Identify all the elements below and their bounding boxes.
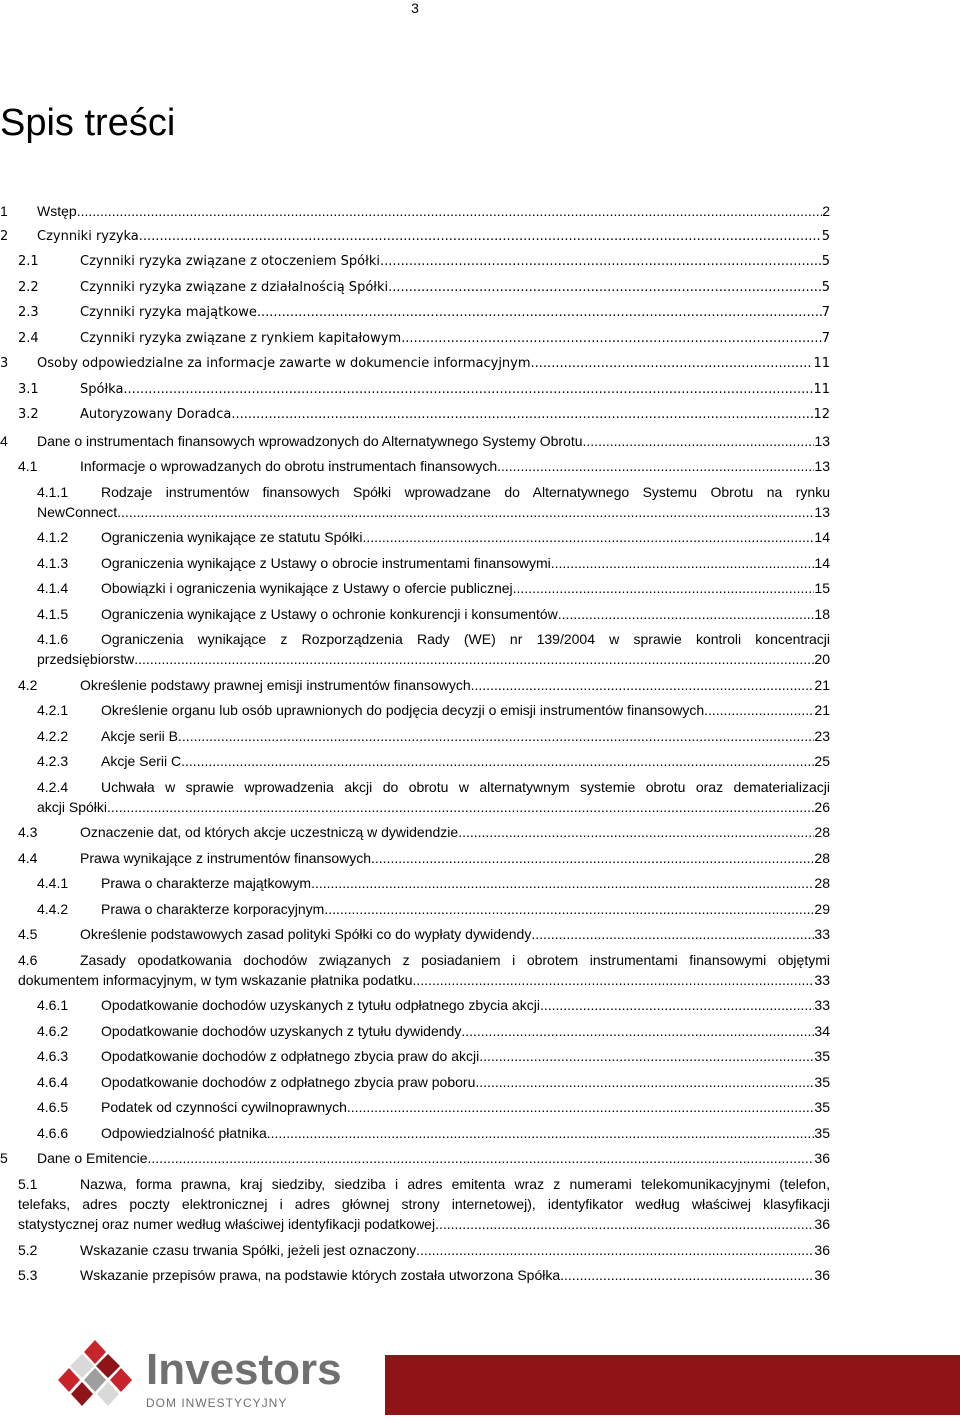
toc-entry-title: Czynniki ryzyka związane z działalnością Spółki xyxy=(80,279,389,295)
toc-entry-title-line: statystycznej oraz numer według właściwej identyfikacji podatkowej xyxy=(18,1215,436,1232)
toc-entry-number: 4.2.1 xyxy=(37,702,69,718)
dot-leader xyxy=(517,578,815,598)
toc-entry-title: Opodatkowanie dochodów z odpłatnego zbycia praw poboru xyxy=(101,1073,476,1090)
toc-entry[interactable] xyxy=(0,1240,830,1266)
toc-entry-title: Osoby odpowiedzialne za informacje zawarte w dokumencie informacyjnym xyxy=(37,356,531,371)
toc-entry[interactable] xyxy=(0,1021,830,1047)
toc-entry[interactable] xyxy=(0,995,830,1021)
dot-leader xyxy=(531,354,814,374)
toc-entry-page: 7 xyxy=(821,305,830,320)
toc-entry-number: 4.4.2 xyxy=(37,900,69,917)
toc-entry-title-line: Rodzaje instrumentów finansowych Spółki wprowadzane do Alternatywnego Systemu Obrotu na rynku xyxy=(101,483,830,500)
toc-entry[interactable] xyxy=(0,950,830,996)
toc-entry-page: 2 xyxy=(822,203,830,219)
toc-entry[interactable] xyxy=(0,1072,830,1098)
toc-entry-title: Opodatkowanie dochodów z odpłatnego zbycia praw do akcji xyxy=(101,1048,480,1064)
toc-entry-number: 4.1.2 xyxy=(37,529,69,545)
toc-entry-number: 4.6.5 xyxy=(37,1099,69,1115)
toc-entry[interactable] xyxy=(0,405,830,431)
dot-leader xyxy=(148,1148,815,1168)
toc-entry-title: Wstęp xyxy=(37,203,77,219)
dot-leader xyxy=(416,1240,814,1260)
page-number: 3 xyxy=(411,0,419,16)
toc-entry-page: 35 xyxy=(814,1099,830,1115)
dot-leader xyxy=(117,502,814,522)
toc-entry-title: Prawa wynikające z instrumentów finansowych xyxy=(80,849,372,866)
toc-entry-title: Podatek od czynności cywilnoprawnych xyxy=(101,1099,347,1115)
brand-name: Investors xyxy=(146,1345,342,1394)
toc-entry-page: 29 xyxy=(814,900,830,917)
toc-entry-page: 13 xyxy=(814,458,830,474)
toc-entry-title: Opodatkowanie dochodów uzyskanych z tytułu dywidendy xyxy=(101,1022,462,1039)
toc-entry-number: 4.1.6 xyxy=(37,631,69,647)
toc-entry-title: Określenie organu lub osób uprawnionych do podjęcia decyzji o emisji instrumentów finansowych xyxy=(101,702,705,718)
investors-logo-icon xyxy=(56,1338,134,1410)
toc-entry[interactable] xyxy=(0,456,830,482)
dot-leader xyxy=(704,700,814,720)
toc-entry-page: 28 xyxy=(814,849,830,866)
toc-entry[interactable] xyxy=(0,201,830,227)
brand-tagline: DOM INWESTYCYJNY xyxy=(146,1396,288,1410)
toc-entry[interactable] xyxy=(0,1097,830,1123)
dot-leader xyxy=(435,1214,814,1234)
toc-entry[interactable] xyxy=(0,553,830,579)
toc-entry-page: 36 xyxy=(814,1267,830,1283)
toc-entry[interactable] xyxy=(0,751,830,777)
dot-leader xyxy=(531,924,814,944)
toc-entry-title: Prawa o charakterze korporacyjnym xyxy=(101,900,325,917)
toc-entry-title-line: dokumentem informacyjnym, w tym wskazanie płatnika podatku xyxy=(18,971,413,988)
toc-entry[interactable] xyxy=(0,278,830,304)
dot-leader xyxy=(362,527,814,547)
toc-entry-title: Obowiązki i ograniczenia wynikające z Ustawy o ofercie publicznej. xyxy=(101,580,517,596)
toc-entry-title: Czynniki ryzyka xyxy=(37,228,139,244)
toc-entry-number: 4.6.2 xyxy=(37,1022,69,1039)
toc-entry-title: Czynniki ryzyka majątkowe xyxy=(80,305,257,320)
toc-entry-number: 2.4 xyxy=(18,330,39,346)
toc-entry-page: 33 xyxy=(814,997,830,1013)
toc-entry-page: 35 xyxy=(814,1048,830,1064)
toc-entry-title: Wskazanie czasu trwania Spółki, jeżeli jest oznaczony xyxy=(80,1241,417,1258)
toc-entry-page: 15 xyxy=(814,580,830,596)
toc-entry-title: Określenie podstawy prawnej emisji instrumentów finansowych xyxy=(80,676,471,693)
toc-entry[interactable] xyxy=(0,1148,830,1174)
dot-leader xyxy=(311,873,814,893)
toc-entry-title: Opodatkowanie dochodów uzyskanych z tytułu odpłatnego zbycia akcji xyxy=(101,997,540,1013)
dot-leader xyxy=(458,822,814,842)
toc-entry-title-line: przedsiębiorstw xyxy=(37,651,135,667)
toc-entry[interactable] xyxy=(0,604,830,630)
dot-leader xyxy=(347,1097,815,1117)
toc-entry-number: 1 xyxy=(0,203,8,219)
toc-entry[interactable] xyxy=(0,629,830,675)
toc-entry-number: 3 xyxy=(0,356,9,371)
toc-entry-number: 4.2.2 xyxy=(37,727,69,744)
toc-entry-number: 4.2 xyxy=(18,676,38,693)
toc-entry-number: 4.1 xyxy=(18,458,38,474)
dot-leader xyxy=(583,431,815,451)
toc-entry-page: 36 xyxy=(814,1215,830,1232)
toc-entry-title-line: Nazwa, forma prawna, kraj siedziby, siedziba i adres emitenta wraz z numerami telekomunikacyjnymi (telefon, xyxy=(80,1175,830,1192)
toc-entry-page: 13 xyxy=(814,503,830,520)
toc-entry-page: 7 xyxy=(821,330,830,346)
toc-entry[interactable] xyxy=(0,252,830,278)
toc-entry-title: Oznaczenie dat, od których akcje uczestniczą w dywidendzie xyxy=(80,824,459,840)
toc-entry-page: 36 xyxy=(814,1150,830,1166)
dot-leader xyxy=(388,278,822,298)
toc-entry-title-line: Uchwała w sprawie wprowadzenia akcji do obrotu w alternatywnym systemie obrotu oraz dematerializacji xyxy=(101,778,830,795)
toc-entry[interactable] xyxy=(0,726,830,752)
toc-entry-page: 33 xyxy=(814,971,830,988)
dot-leader xyxy=(178,726,814,746)
toc-entry-title-line: telefaks, adres poczty elektronicznej i adres głównej strony internetowej), identyfikator według właściwej klasyfikacji xyxy=(18,1195,830,1212)
toc-entry-title: Prawa o charakterze majątkowym xyxy=(101,875,312,891)
document-title: Spis treści xyxy=(0,102,176,144)
toc-entry[interactable] xyxy=(0,1265,830,1291)
dot-leader xyxy=(267,1123,815,1143)
toc-entry-page: 14 xyxy=(814,554,830,571)
toc-entry-page: 21 xyxy=(814,676,830,693)
toc-entry-title-line: akcji Spółki xyxy=(37,798,108,815)
toc-entry-number: 5 xyxy=(0,1150,8,1166)
toc-entry[interactable] xyxy=(0,227,830,253)
dot-leader xyxy=(257,303,822,323)
toc-entry-page: 5 xyxy=(821,254,830,269)
toc-entry-title: Odpowiedzialność płatnika xyxy=(101,1124,267,1141)
toc-entry-title: Ograniczenia wynikające ze statutu Spółki xyxy=(101,529,363,545)
dot-leader xyxy=(181,751,814,771)
toc-entry[interactable] xyxy=(0,848,830,874)
toc-entry-title-line: NewConnect xyxy=(37,503,118,520)
dot-leader xyxy=(560,1265,814,1285)
dot-leader xyxy=(479,1046,814,1066)
toc-entry-page: 12 xyxy=(813,407,830,422)
toc-entry[interactable] xyxy=(0,899,830,925)
toc-entry-page: 28 xyxy=(814,875,830,891)
dot-leader xyxy=(139,227,822,247)
dot-leader xyxy=(413,970,815,990)
toc-entry-title: Wskazanie przepisów prawa, na podstawie których została utworzona Spółka xyxy=(80,1267,561,1283)
dot-leader xyxy=(380,252,822,272)
toc-entry-page: 35 xyxy=(814,1073,830,1090)
toc-entry-page: 33 xyxy=(814,926,830,942)
toc-entry-number: 2.3 xyxy=(18,305,39,320)
toc-entry-number: 4.2.4 xyxy=(37,778,69,795)
toc-entry-number: 4.4.1 xyxy=(37,875,69,891)
toc-entry-title-line: Ograniczenia wynikające z Rozporządzenia Rady (WE) nr 139/2004 w sprawie kontroli koncentracji xyxy=(101,631,830,647)
toc-entry[interactable] xyxy=(0,431,830,457)
toc-entry-number: 2.1 xyxy=(18,254,39,269)
toc-entry[interactable] xyxy=(0,527,830,553)
dot-leader xyxy=(558,604,815,624)
toc-entry-page: 35 xyxy=(814,1124,830,1141)
toc-entry-page: 5 xyxy=(821,279,830,295)
toc-entry-title: Ograniczenia wynikające z Ustawy o obrocie instrumentami finansowymi xyxy=(101,554,551,571)
dot-leader xyxy=(401,329,822,349)
toc-entry-page: 13 xyxy=(814,432,830,449)
toc-entry-number: 4.6 xyxy=(18,951,38,968)
toc-entry-page: 5 xyxy=(821,228,830,244)
toc-entry-number: 4.6.1 xyxy=(37,997,69,1013)
toc-entry-page: 21 xyxy=(814,702,830,718)
toc-entry[interactable] xyxy=(0,1046,830,1072)
toc-entry-title: Autoryzowany Doradca xyxy=(80,407,232,422)
toc-entry-number: 3.1 xyxy=(18,381,39,397)
toc-entry[interactable] xyxy=(0,354,830,380)
toc-entry-page: 11 xyxy=(813,381,830,397)
toc-entry-page: 25 xyxy=(814,753,830,769)
toc-entry-page: 28 xyxy=(814,824,830,840)
toc-entry[interactable] xyxy=(0,482,830,528)
toc-entry-page: 14 xyxy=(814,529,830,545)
toc-entry-number: 5.3 xyxy=(18,1267,38,1283)
toc-entry-number: 2.2 xyxy=(18,279,39,295)
toc-entry-title: Dane o instrumentach finansowych wprowadzonych do Alternatywnego Systemy Obrotu xyxy=(37,432,583,449)
dot-leader xyxy=(471,675,815,695)
dot-leader xyxy=(107,797,814,817)
toc-entry-title: Informacje o wprowadzanych do obrotu instrumentach finansowych xyxy=(80,458,498,474)
toc-entry[interactable] xyxy=(0,700,830,726)
toc-entry-title: Czynniki ryzyka związane z otoczeniem Spółki xyxy=(80,254,380,269)
toc-entry[interactable] xyxy=(0,924,830,950)
dot-leader xyxy=(371,848,814,868)
toc-entry-number: 5.2 xyxy=(18,1241,38,1258)
toc-entry-page: 11 xyxy=(813,356,830,371)
toc-entry-page: 26 xyxy=(814,798,830,815)
dot-leader xyxy=(497,456,814,476)
footer-red-band xyxy=(385,1355,960,1415)
toc-entry-title: Dane o Emitencie xyxy=(37,1150,148,1166)
toc-entry-number: 4.4 xyxy=(18,849,38,866)
toc-entry[interactable] xyxy=(0,1123,830,1149)
toc-entry-number: 2 xyxy=(0,228,9,244)
dot-leader xyxy=(77,201,823,221)
toc-entry-number: 4 xyxy=(0,432,8,449)
dot-leader xyxy=(123,380,813,400)
dot-leader xyxy=(540,995,814,1015)
toc-entry-number: 4.5 xyxy=(18,926,38,942)
dot-leader xyxy=(551,553,815,573)
toc-entry[interactable] xyxy=(0,329,830,355)
toc-entry[interactable] xyxy=(0,777,830,823)
dot-leader xyxy=(475,1072,814,1092)
toc-entry-title: Określenie podstawowych zasad polityki Spółki co do wypłaty dywidendy xyxy=(80,926,532,942)
toc-entry-title: Czynniki ryzyka związane z rynkiem kapitałowym xyxy=(80,330,402,346)
toc-entry-title-line: Zasady opodatkowania dochodów związanych z posiadaniem i obrotem instrumentami finansowymi objętymi xyxy=(80,951,830,968)
dot-leader xyxy=(461,1021,814,1041)
toc-entry[interactable] xyxy=(0,1174,830,1240)
toc-entry-number: 4.1.4 xyxy=(37,580,69,596)
toc-entry-title: Ograniczenia wynikające z Ustawy o ochronie konkurencji i konsumentów xyxy=(101,605,558,622)
dot-leader xyxy=(324,899,814,919)
toc-entry-number: 4.1.3 xyxy=(37,554,69,571)
table-of-contents xyxy=(0,201,830,1291)
toc-entry[interactable] xyxy=(0,303,830,329)
toc-entry-number: 4.2.3 xyxy=(37,753,69,769)
dot-leader xyxy=(231,405,813,425)
toc-entry-page: 18 xyxy=(814,605,830,622)
toc-entry[interactable] xyxy=(0,873,830,899)
toc-entry[interactable] xyxy=(0,578,830,604)
toc-entry-number: 3.2 xyxy=(18,407,39,422)
toc-entry-number: 4.1.1 xyxy=(37,483,69,500)
toc-entry[interactable] xyxy=(0,822,830,848)
toc-entry-number: 4.6.3 xyxy=(37,1048,69,1064)
toc-entry[interactable] xyxy=(0,380,830,406)
dot-leader xyxy=(134,649,814,669)
toc-entry-number: 4.6.4 xyxy=(37,1073,69,1090)
toc-entry-page: 34 xyxy=(814,1022,830,1039)
toc-entry[interactable] xyxy=(0,675,830,701)
toc-entry-title: Akcje serii B xyxy=(101,727,179,744)
toc-entry-number: 4.6.6 xyxy=(37,1124,69,1141)
toc-entry-title: Akcje Serii C xyxy=(101,753,182,769)
toc-entry-number: 4.3 xyxy=(18,824,38,840)
toc-entry-title: Spółka xyxy=(80,381,124,397)
toc-entry-page: 36 xyxy=(814,1241,830,1258)
toc-entry-page: 23 xyxy=(814,727,830,744)
toc-entry-page: 20 xyxy=(814,651,830,667)
toc-entry-number: 5.1 xyxy=(18,1175,38,1192)
toc-entry-number: 4.1.5 xyxy=(37,605,69,622)
